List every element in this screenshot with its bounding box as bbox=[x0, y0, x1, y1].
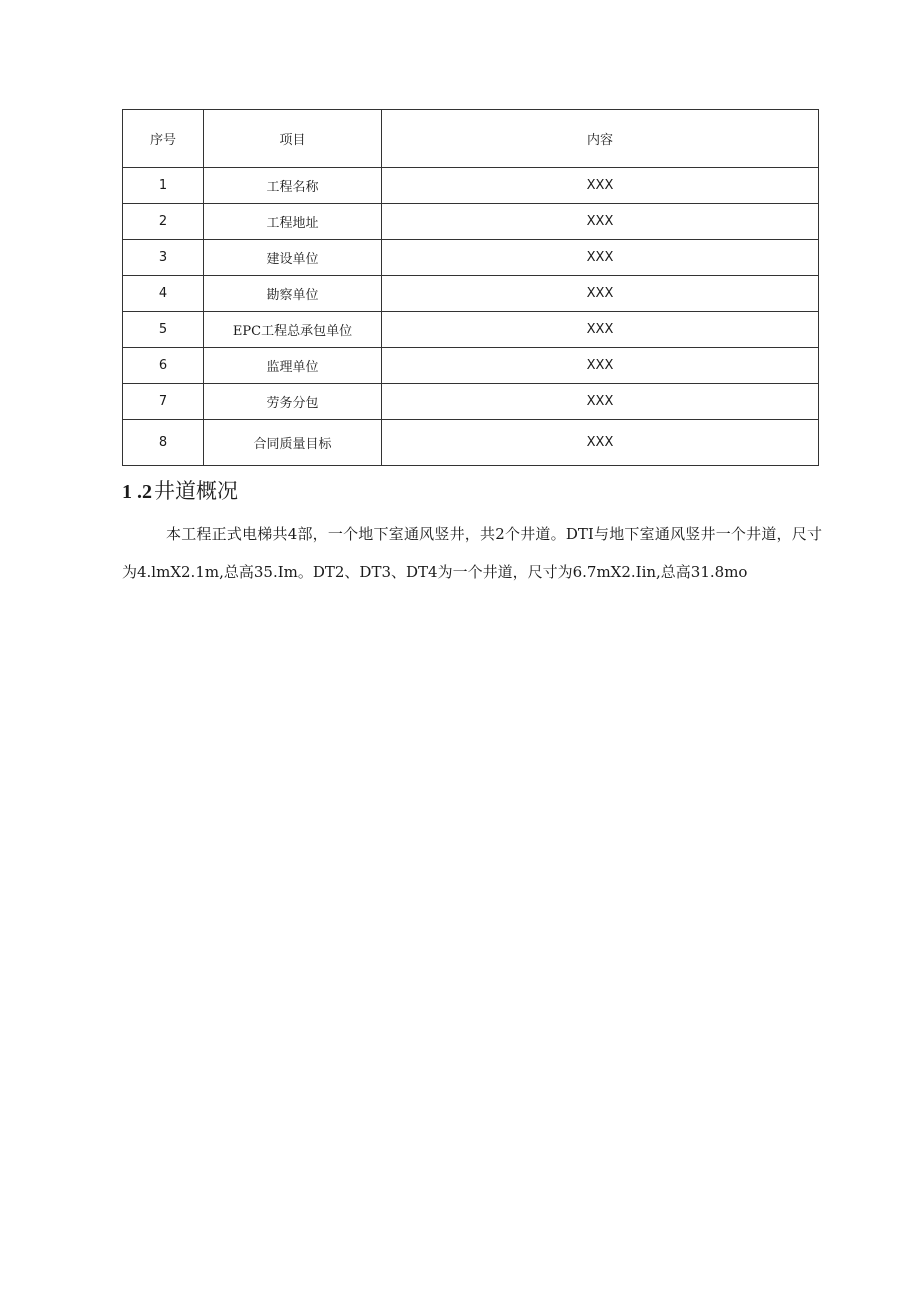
table-row bbox=[123, 276, 819, 312]
table-row bbox=[123, 168, 819, 204]
table-row bbox=[123, 420, 819, 466]
row-content: XXX bbox=[382, 204, 819, 240]
table-row bbox=[123, 240, 819, 276]
shaft-overview-paragraph: 本工程正式电梯共4部，一个地下室通风竖井，共2个井道。DTI与地下室通风竖井一个井道，尺寸为4.lmX2.1m,总高35.Im。DT2、DT3、DT4为一个井道，尺寸为6.7mX2.Iin,总高31.8mo bbox=[122, 525, 822, 581]
row-item: 劳务分包 bbox=[204, 384, 382, 420]
section-title: 井道概况 bbox=[154, 479, 238, 503]
row-no: 4 bbox=[123, 276, 204, 312]
row-item: 合同质量目标 bbox=[204, 420, 382, 466]
row-content: XXX bbox=[382, 420, 819, 466]
header-no: 序号 bbox=[123, 110, 204, 168]
table-row bbox=[123, 348, 819, 384]
table-row bbox=[123, 312, 819, 348]
row-no: 2 bbox=[123, 204, 204, 240]
row-content: XXX bbox=[382, 312, 819, 348]
row-item: EPC工程总承包单位 bbox=[204, 312, 382, 348]
project-info-table bbox=[122, 109, 819, 466]
row-no: 5 bbox=[123, 312, 204, 348]
table-row bbox=[123, 384, 819, 420]
row-content: XXX bbox=[382, 240, 819, 276]
row-item: 勘察单位 bbox=[204, 276, 382, 312]
row-content: XXX bbox=[382, 384, 819, 420]
row-content: XXX bbox=[382, 168, 819, 204]
row-no: 7 bbox=[123, 384, 204, 420]
row-no: 8 bbox=[123, 420, 204, 466]
row-item: 工程地址 bbox=[204, 204, 382, 240]
table-row bbox=[123, 204, 819, 240]
row-item: 建设单位 bbox=[204, 240, 382, 276]
row-no: 6 bbox=[123, 348, 204, 384]
row-item: 工程名称 bbox=[204, 168, 382, 204]
header-content: 内容 bbox=[382, 110, 819, 168]
row-item: 监理单位 bbox=[204, 348, 382, 384]
table-header-row bbox=[123, 110, 819, 168]
section-number: 1 .2 bbox=[122, 481, 152, 503]
row-no: 1 bbox=[123, 168, 204, 204]
header-item: 项目 bbox=[204, 110, 382, 168]
row-content: XXX bbox=[382, 348, 819, 384]
row-no: 3 bbox=[123, 240, 204, 276]
row-content: XXX bbox=[382, 276, 819, 312]
section-heading bbox=[122, 476, 238, 507]
